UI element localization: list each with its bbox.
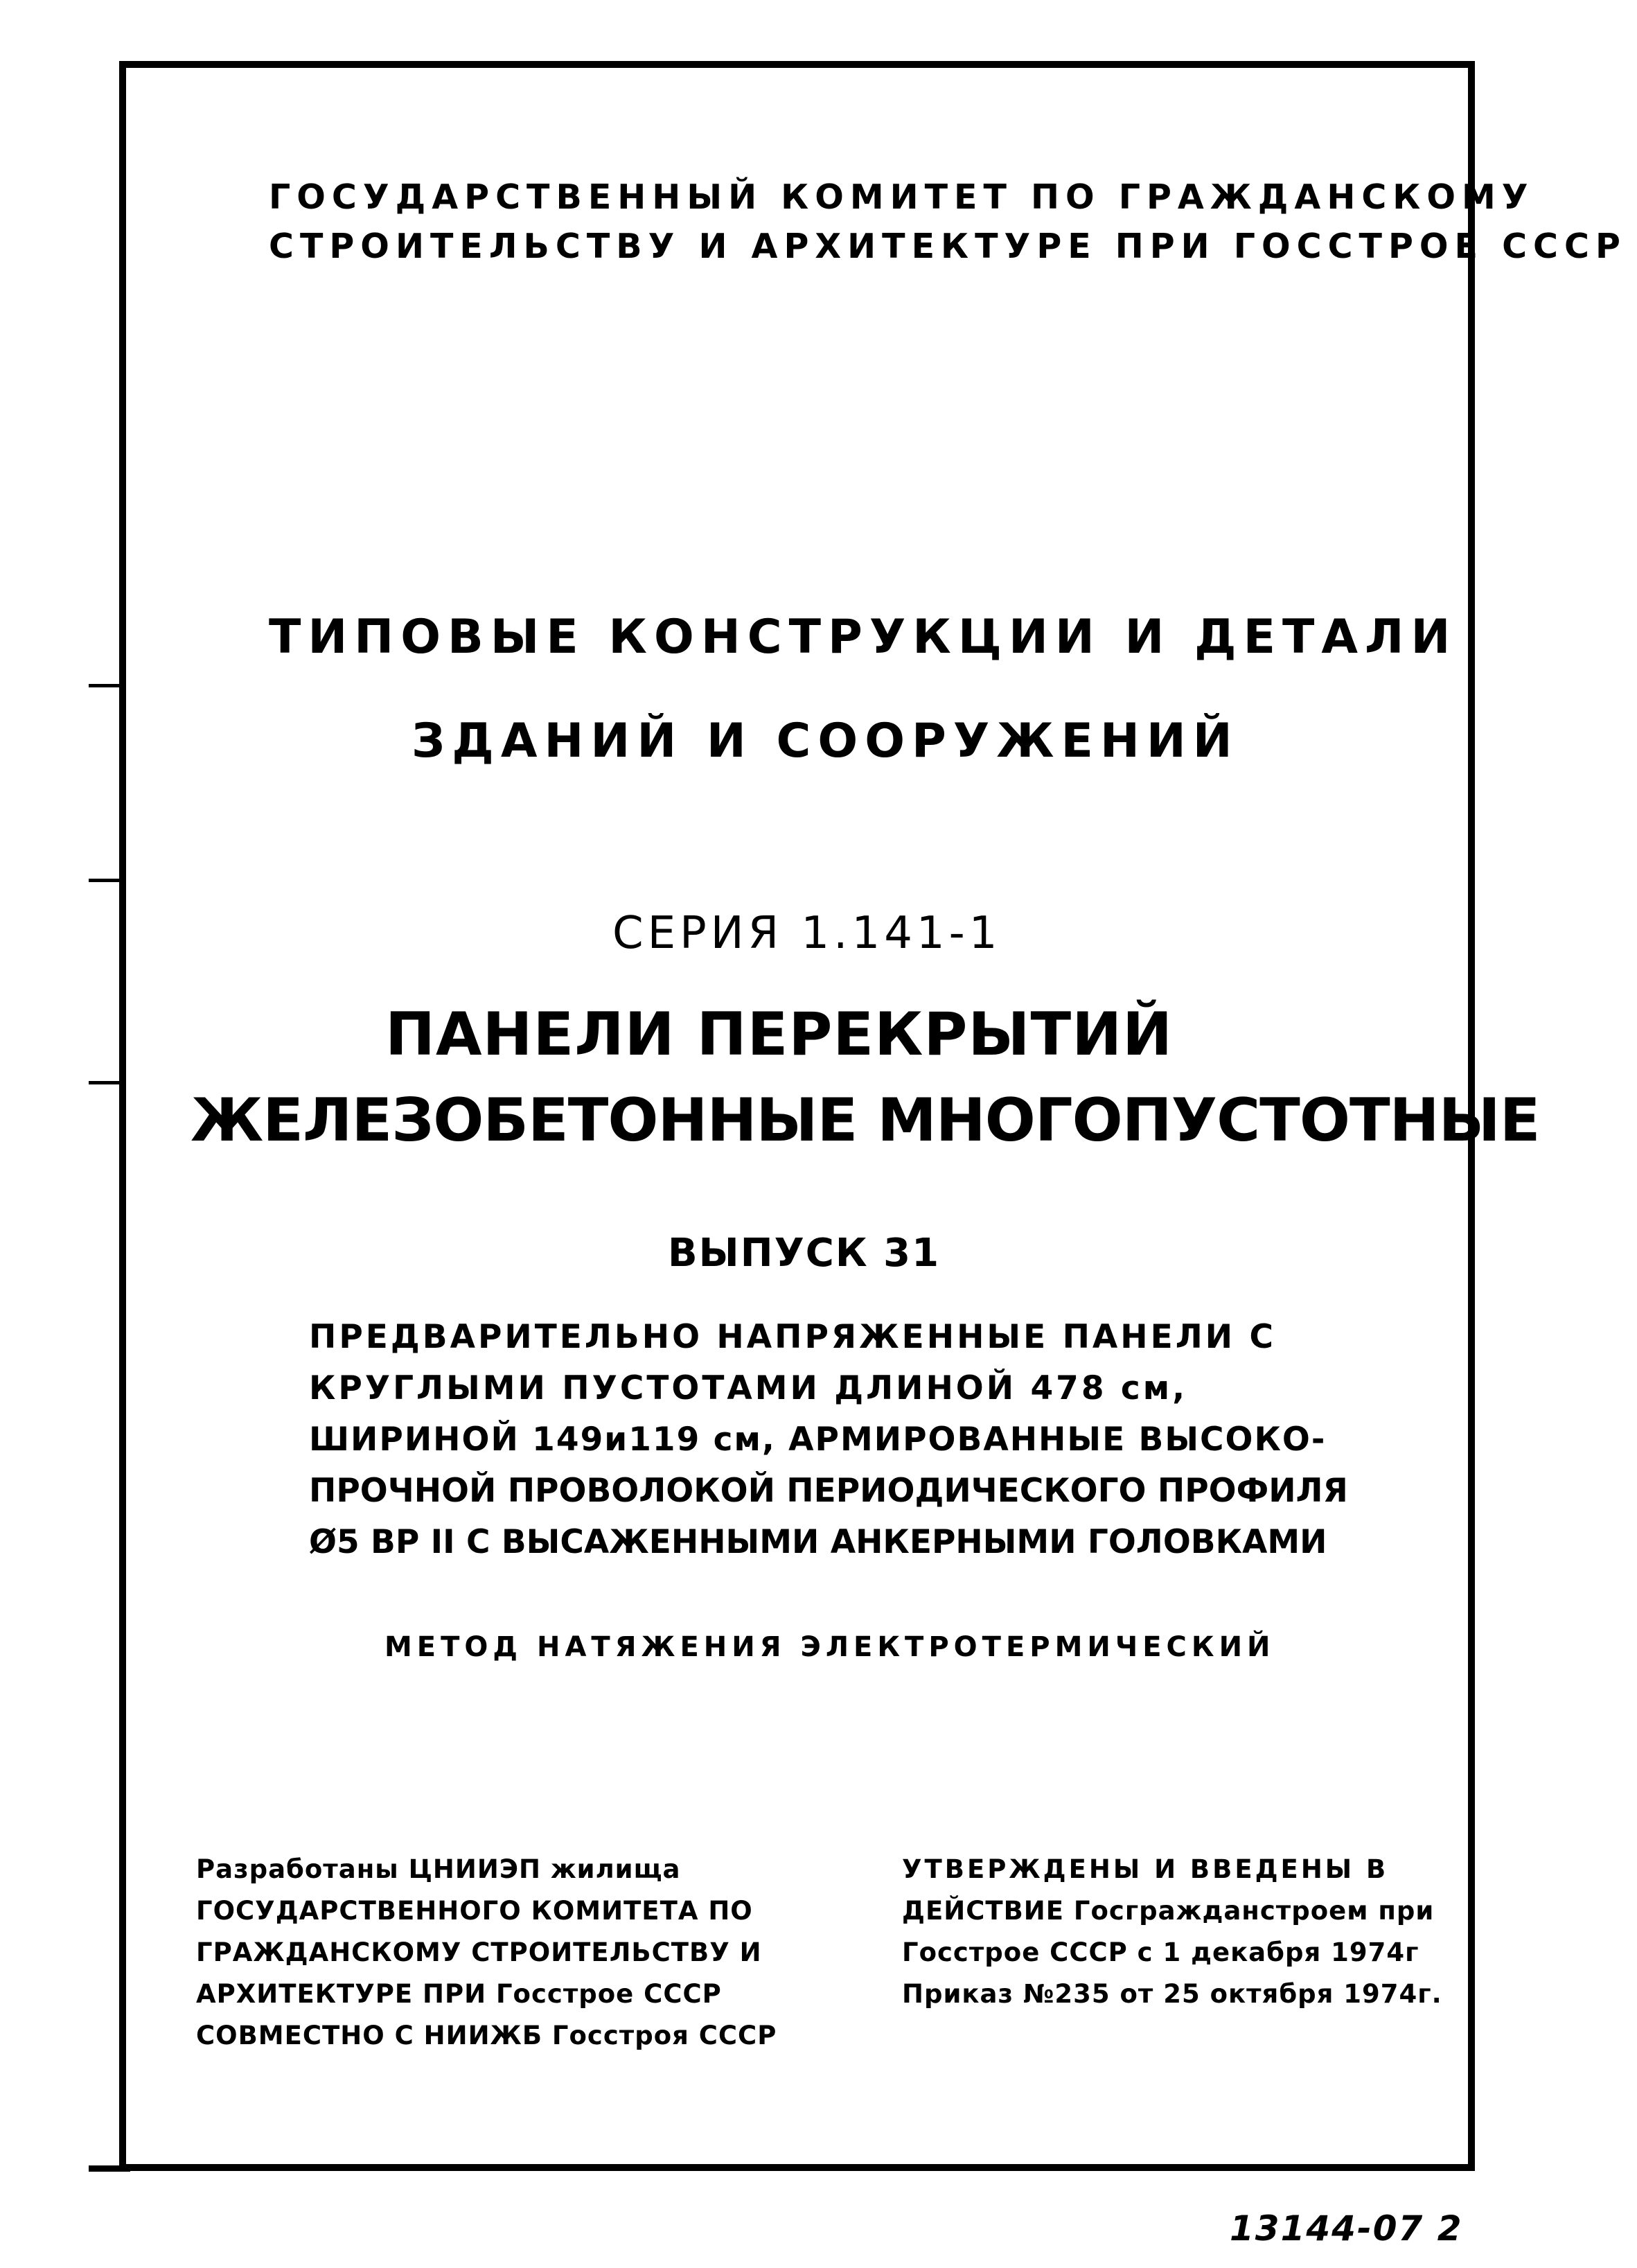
committee-line-2: СТРОИТЕЛЬСТВУ И АРХИТЕКТУРЕ ПРИ ГОССТРОЕ СССР [269,227,1627,266]
approved-by-line-1: УТВЕРЖДЕНЫ И ВВЕДЕНЫ В [902,1854,1389,1884]
binding-tick-mark [89,1081,121,1084]
frame-bottom-extension [89,2165,130,2172]
approved-by-line-2: ДЕЙСТВИЕ Госгражданстроем при [902,1896,1435,1926]
committee-line-1: ГОСУДАРСТВЕННЫЙ КОМИТЕТ ПО ГРАЖДАНСКОМУ [269,177,1534,217]
approved-by-line-4: Приказ №235 от 25 октября 1974г. [902,1979,1442,2009]
binding-tick-mark [89,879,121,882]
description-line-5: Ø5 ВР II С ВЫСАЖЕННЫМИ АНКЕРНЫМИ ГОЛОВКАМИ [309,1523,1327,1561]
developed-by-line-3: ГРАЖДАНСКОМУ СТРОИТЕЛЬСТВУ И [196,1937,762,1967]
developed-by-line-1: Разработаны ЦНИИЭП жилища [196,1854,681,1884]
developed-by-line-4: АРХИТЕКТУРЕ ПРИ Госстрое СССР [196,1979,722,2009]
series-number: СЕРИЯ 1.141-1 [612,908,1002,959]
document-title-line-1: ПАНЕЛИ ПЕРЕКРЫТИЙ [385,1000,1174,1069]
developed-by-line-5: СОВМЕСТНО С НИИЖБ Госстроя СССР [196,2021,777,2050]
series-heading-line-2: ЗДАНИЙ И СООРУЖЕНИЙ [412,714,1239,768]
description-line-1: ПРЕДВАРИТЕЛЬНО НАПРЯЖЕННЫЕ ПАНЕЛИ С [309,1318,1276,1356]
description-line-4: ПРОЧНОЙ ПРОВОЛОКОЙ ПЕРИОДИЧЕСКОГО ПРОФИЛЯ [309,1472,1348,1510]
series-heading-line-1: ТИПОВЫЕ КОНСТРУКЦИИ И ДЕТАЛИ [269,610,1458,665]
description-line-3: ШИРИНОЙ 149и119 см, АРМИРОВАННЫЕ ВЫСОКО- [309,1421,1327,1459]
tensioning-method: МЕТОД НАТЯЖЕНИЯ ЭЛЕКТРОТЕРМИЧЕСКИЙ [384,1631,1275,1663]
approved-by-line-3: Госстрое СССР с 1 декабря 1974г [902,1937,1419,1967]
issue-number: ВЫПУСК 31 [668,1231,941,1276]
document-title-line-2: ЖЕЛЕЗОБЕТОННЫЕ МНОГОПУСТОТНЫЕ [191,1086,1540,1155]
developed-by-line-2: ГОСУДАРСТВЕННОГО КОМИТЕТА ПО [196,1896,753,1926]
binding-tick-mark [89,684,121,687]
description-line-2: КРУГЛЫМИ ПУСТОТАМИ ДЛИНОЙ 478 см, [309,1369,1188,1407]
handwritten-sheet-number: 13144-07 2 [1230,2208,1463,2249]
